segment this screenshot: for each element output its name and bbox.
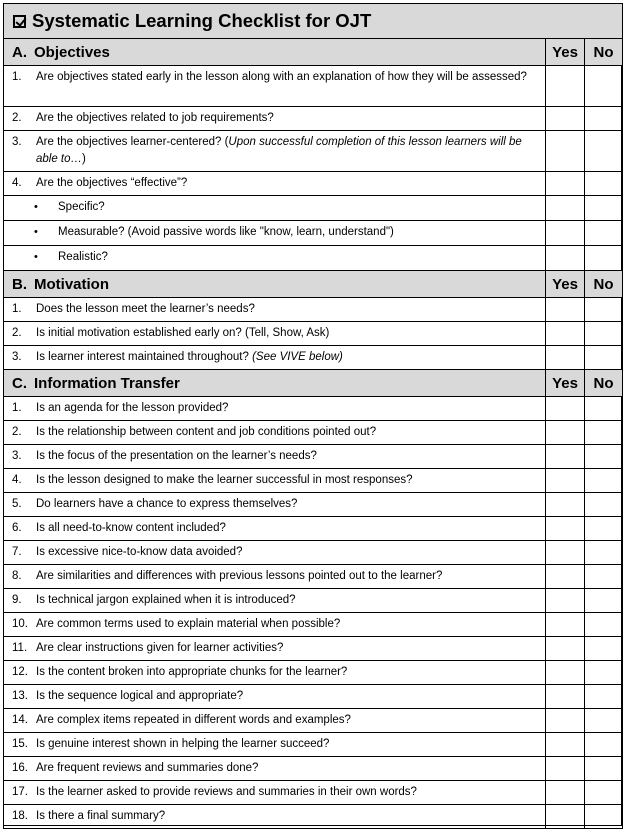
question-text-main: Is learner interest maintained throughout? bbox=[36, 351, 253, 363]
question-text: Is the lesson designed to make the learner successful in most responses? bbox=[36, 474, 413, 486]
no-checkbox-cell[interactable] bbox=[585, 107, 623, 131]
checklist-row bbox=[4, 661, 623, 685]
checklist-row bbox=[4, 397, 623, 421]
question-text: Are clear instructions given for learner activities? bbox=[36, 642, 284, 654]
section-header-information-transfer bbox=[4, 370, 623, 397]
no-column-header: No bbox=[585, 370, 623, 397]
checklist-bullet-row bbox=[4, 221, 623, 246]
checklist-row bbox=[4, 733, 623, 757]
question-text: Is the content broken into appropriate chunks for the learner? bbox=[36, 666, 348, 678]
item-number: 14. bbox=[12, 714, 28, 726]
yes-checkbox-cell[interactable] bbox=[546, 397, 585, 421]
yes-checkbox-cell[interactable] bbox=[546, 709, 585, 733]
question-cell bbox=[4, 661, 546, 685]
yes-checkbox-cell[interactable] bbox=[546, 246, 585, 271]
checklist-bullet-row bbox=[4, 246, 623, 271]
yes-checkbox-cell[interactable] bbox=[546, 469, 585, 493]
page-title-text: Systematic Learning Checklist for OJT bbox=[32, 10, 372, 31]
checklist-row bbox=[4, 445, 623, 469]
question-cell bbox=[4, 196, 546, 221]
section-header-objectives bbox=[4, 39, 623, 66]
question-cell bbox=[4, 733, 546, 757]
question-text: Is the sequence logical and appropriate? bbox=[36, 690, 244, 702]
question-text: Are the objectives “effective”? bbox=[36, 177, 188, 189]
item-number: 7. bbox=[12, 546, 22, 558]
question-text bbox=[36, 134, 537, 168]
question-cell bbox=[4, 757, 546, 781]
no-column-header: No bbox=[585, 39, 623, 66]
no-checkbox-cell[interactable] bbox=[585, 246, 623, 271]
checklist-row bbox=[4, 469, 623, 493]
question-text: Is all need-to-know content included? bbox=[36, 522, 226, 534]
item-number: 1. bbox=[12, 71, 22, 83]
checklist-row bbox=[4, 131, 623, 172]
yes-checkbox-cell[interactable] bbox=[546, 733, 585, 757]
question-text: Measurable? (Avoid passive words like "know, learn, understand") bbox=[58, 226, 394, 238]
question-text: Does the lesson meet the learner’s needs? bbox=[36, 303, 255, 315]
checklist-row bbox=[4, 298, 623, 322]
yes-checkbox-cell[interactable] bbox=[546, 66, 585, 107]
yes-column-header: Yes bbox=[546, 271, 585, 298]
information-transfer-items bbox=[4, 397, 623, 829]
section-title bbox=[4, 271, 546, 298]
yes-checkbox-cell[interactable] bbox=[546, 757, 585, 781]
section-letter: A. bbox=[12, 43, 27, 61]
no-checkbox-cell[interactable] bbox=[585, 613, 623, 637]
section-title bbox=[4, 39, 546, 66]
no-checkbox-cell[interactable] bbox=[585, 661, 623, 685]
yes-checkbox-cell[interactable] bbox=[546, 589, 585, 613]
item-number: 2. bbox=[12, 112, 22, 124]
yes-checkbox-cell[interactable] bbox=[546, 661, 585, 685]
question-text: Are complex items repeated in different words and examples? bbox=[36, 714, 351, 726]
section-name: Information Transfer bbox=[34, 374, 180, 392]
item-number: 15. bbox=[12, 738, 28, 750]
question-cell bbox=[4, 781, 546, 805]
checklist-row bbox=[4, 589, 623, 613]
question-cell bbox=[4, 517, 546, 541]
checklist-row bbox=[4, 421, 623, 445]
checklist-row bbox=[4, 322, 623, 346]
item-number: 13. bbox=[12, 690, 28, 702]
yes-checkbox-cell[interactable] bbox=[546, 421, 585, 445]
yes-checkbox-cell[interactable] bbox=[546, 493, 585, 517]
question-text: Is an agenda for the lesson provided? bbox=[36, 402, 229, 414]
no-checkbox-cell[interactable] bbox=[585, 805, 623, 829]
no-checkbox-cell[interactable] bbox=[585, 421, 623, 445]
checklist-bullet-row bbox=[4, 196, 623, 221]
item-number: 4. bbox=[12, 177, 22, 189]
question-text: Do learners have a chance to express themselves? bbox=[36, 498, 298, 510]
no-checkbox-cell[interactable] bbox=[585, 397, 623, 421]
item-number: 4. bbox=[12, 474, 22, 486]
no-checkbox-cell[interactable] bbox=[585, 565, 623, 589]
question-text: Are the objectives related to job requirements? bbox=[36, 112, 274, 124]
item-number: 1. bbox=[12, 402, 22, 414]
no-checkbox-cell[interactable] bbox=[585, 757, 623, 781]
section-header-motivation bbox=[4, 271, 623, 298]
yes-checkbox-cell[interactable] bbox=[546, 445, 585, 469]
question-cell bbox=[4, 221, 546, 246]
item-number: 2. bbox=[12, 426, 22, 438]
checklist-row bbox=[4, 805, 623, 829]
question-text: Specific? bbox=[58, 201, 105, 213]
no-checkbox-cell[interactable] bbox=[585, 172, 623, 196]
no-checkbox-cell[interactable] bbox=[585, 196, 623, 221]
no-checkbox-cell[interactable] bbox=[585, 637, 623, 661]
question-cell bbox=[4, 298, 546, 322]
checklist-row bbox=[4, 66, 623, 107]
question-text: Are objectives stated early in the lesson along with an explanation of how they will be assessed? bbox=[36, 71, 527, 83]
checklist-row bbox=[4, 172, 623, 196]
checklist-row bbox=[4, 613, 623, 637]
section-name: Motivation bbox=[34, 275, 109, 293]
yes-checkbox-cell[interactable] bbox=[546, 131, 585, 172]
question-text: Realistic? bbox=[58, 251, 108, 263]
yes-checkbox-cell[interactable] bbox=[546, 172, 585, 196]
question-cell bbox=[4, 346, 546, 370]
yes-checkbox-cell[interactable] bbox=[546, 805, 585, 829]
section-name: Objectives bbox=[34, 43, 110, 61]
item-number: 3. bbox=[12, 136, 22, 148]
question-cell bbox=[4, 322, 546, 346]
yes-checkbox-cell[interactable] bbox=[546, 221, 585, 246]
yes-column-header: Yes bbox=[546, 39, 585, 66]
item-number: 9. bbox=[12, 594, 22, 606]
question-cell bbox=[4, 613, 546, 637]
checklist-row bbox=[4, 517, 623, 541]
no-checkbox-cell[interactable] bbox=[585, 445, 623, 469]
question-cell bbox=[4, 246, 546, 271]
question-text: Is there a final summary? bbox=[36, 810, 166, 822]
no-checkbox-cell[interactable] bbox=[585, 221, 623, 246]
question-cell bbox=[4, 107, 546, 131]
section-letter: C. bbox=[12, 374, 27, 392]
checklist-row bbox=[4, 709, 623, 733]
question-text: Is genuine interest shown in helping the learner succeed? bbox=[36, 738, 330, 750]
question-text: Are frequent reviews and summaries done? bbox=[36, 762, 259, 774]
no-column-header: No bbox=[585, 271, 623, 298]
item-number: 17. bbox=[12, 786, 28, 798]
item-number: 1. bbox=[12, 303, 22, 315]
checklist-row bbox=[4, 541, 623, 565]
item-number: 12. bbox=[12, 666, 28, 678]
question-text-main: Are the objectives learner-centered? ( bbox=[36, 136, 229, 148]
no-checkbox-cell[interactable] bbox=[585, 685, 623, 709]
question-cell bbox=[4, 66, 546, 107]
question-cell bbox=[4, 445, 546, 469]
no-checkbox-cell[interactable] bbox=[585, 709, 623, 733]
item-number: 3. bbox=[12, 351, 22, 363]
no-checkbox-cell[interactable] bbox=[585, 517, 623, 541]
question-text-italic: (See VIVE below) bbox=[252, 351, 343, 363]
checklist-row bbox=[4, 493, 623, 517]
yes-checkbox-cell[interactable] bbox=[546, 107, 585, 131]
question-text: Is technical jargon explained when it is introduced? bbox=[36, 594, 296, 606]
checklist-row bbox=[4, 346, 623, 370]
question-cell bbox=[4, 397, 546, 421]
question-text: Is excessive nice-to-know data avoided? bbox=[36, 546, 243, 558]
item-number: 11. bbox=[12, 642, 28, 654]
yes-checkbox-cell[interactable] bbox=[546, 517, 585, 541]
no-checkbox-cell[interactable] bbox=[585, 589, 623, 613]
checked-box-icon bbox=[13, 15, 26, 28]
item-number: 10. bbox=[12, 618, 28, 630]
question-text bbox=[36, 349, 537, 366]
checklist-row bbox=[4, 107, 623, 131]
section-title bbox=[4, 370, 546, 397]
yes-checkbox-cell[interactable] bbox=[546, 298, 585, 322]
no-checkbox-cell[interactable] bbox=[585, 541, 623, 565]
item-number: 6. bbox=[12, 522, 22, 534]
no-checkbox-cell[interactable] bbox=[585, 298, 623, 322]
title-row bbox=[4, 4, 623, 39]
checklist-row bbox=[4, 637, 623, 661]
item-number: 5. bbox=[12, 498, 22, 510]
checklist-row bbox=[4, 757, 623, 781]
question-text: Are similarities and differences with previous lessons pointed out to the learner? bbox=[36, 570, 443, 582]
yes-checkbox-cell[interactable] bbox=[546, 541, 585, 565]
yes-column-header: Yes bbox=[546, 370, 585, 397]
question-text-italic: Upon successful completion of this lesson learners will be able to… bbox=[36, 136, 522, 165]
checklist-row bbox=[4, 685, 623, 709]
yes-checkbox-cell[interactable] bbox=[546, 685, 585, 709]
question-text: Are common terms used to explain material when possible? bbox=[36, 618, 341, 630]
question-cell bbox=[4, 172, 546, 196]
question-text: Is initial motivation established early on? (Tell, Show, Ask) bbox=[36, 327, 330, 339]
no-checkbox-cell[interactable] bbox=[585, 469, 623, 493]
item-number: 2. bbox=[12, 327, 22, 339]
question-cell bbox=[4, 589, 546, 613]
question-text: Is the relationship between content and job conditions pointed out? bbox=[36, 426, 377, 438]
yes-checkbox-cell[interactable] bbox=[546, 196, 585, 221]
no-checkbox-cell[interactable] bbox=[585, 346, 623, 370]
checklist-row bbox=[4, 565, 623, 589]
question-cell bbox=[4, 685, 546, 709]
item-number: 16. bbox=[12, 762, 28, 774]
no-checkbox-cell[interactable] bbox=[585, 322, 623, 346]
item-number: 18. bbox=[12, 810, 28, 822]
no-checkbox-cell[interactable] bbox=[585, 66, 623, 107]
question-text: Is the focus of the presentation on the learner’s needs? bbox=[36, 450, 317, 462]
item-number: 8. bbox=[12, 570, 22, 582]
page-title bbox=[4, 4, 623, 39]
no-checkbox-cell[interactable] bbox=[585, 733, 623, 757]
bullet-icon: • bbox=[34, 226, 38, 238]
yes-checkbox-cell[interactable] bbox=[546, 637, 585, 661]
question-cell bbox=[4, 565, 546, 589]
no-checkbox-cell[interactable] bbox=[585, 131, 623, 172]
item-number: 3. bbox=[12, 450, 22, 462]
question-cell bbox=[4, 805, 546, 829]
checklist-table bbox=[3, 3, 623, 829]
yes-checkbox-cell[interactable] bbox=[546, 565, 585, 589]
question-cell bbox=[4, 541, 546, 565]
question-text-end: ) bbox=[82, 153, 86, 165]
bullet-icon: • bbox=[34, 201, 38, 213]
section-letter: B. bbox=[12, 275, 27, 293]
question-cell bbox=[4, 709, 546, 733]
question-cell bbox=[4, 469, 546, 493]
yes-checkbox-cell[interactable] bbox=[546, 781, 585, 805]
question-cell bbox=[4, 421, 546, 445]
question-cell bbox=[4, 131, 546, 172]
no-checkbox-cell[interactable] bbox=[585, 781, 623, 805]
no-checkbox-cell[interactable] bbox=[585, 493, 623, 517]
yes-checkbox-cell[interactable] bbox=[546, 613, 585, 637]
question-text: Is the learner asked to provide reviews and summaries in their own words? bbox=[36, 786, 417, 798]
yes-checkbox-cell[interactable] bbox=[546, 322, 585, 346]
yes-checkbox-cell[interactable] bbox=[546, 346, 585, 370]
question-cell bbox=[4, 637, 546, 661]
question-cell bbox=[4, 493, 546, 517]
bullet-icon: • bbox=[34, 251, 38, 263]
checklist-row bbox=[4, 781, 623, 805]
